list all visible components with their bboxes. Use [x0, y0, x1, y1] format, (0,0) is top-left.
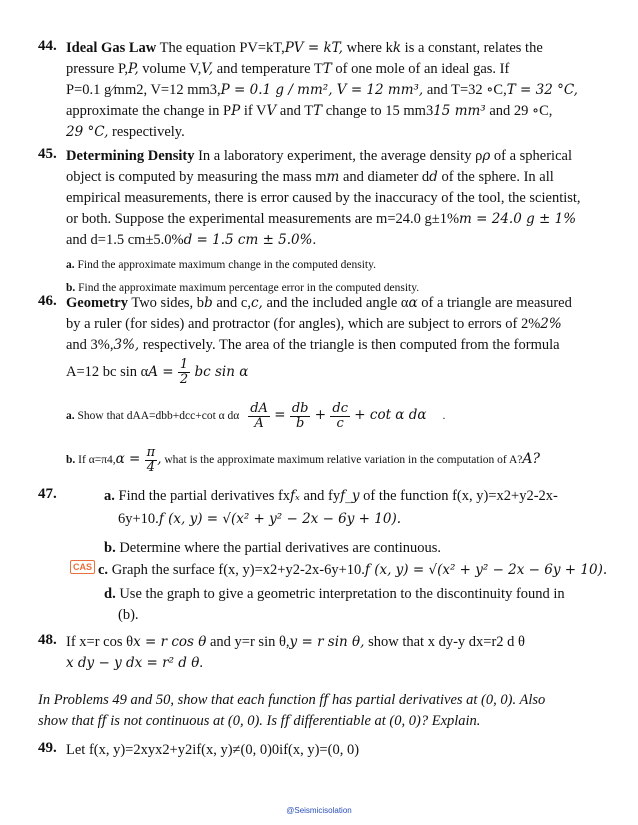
math: T [322, 61, 332, 77]
problem-48 [66, 632, 611, 674]
math: P = 0.1 g / mm², V = 12 mm³, [220, 82, 424, 98]
text: A=12 bc sin α [66, 363, 149, 380]
p46-part-b [66, 446, 626, 475]
text: and 29 ∘C, [485, 103, 553, 119]
math: 3%, [113, 337, 140, 353]
text: . [199, 655, 203, 671]
text: show that x dy-y dx=r2 d θ [364, 634, 525, 650]
math: y = r sin θ, [289, 634, 365, 650]
fraction [145, 446, 158, 475]
text: change to 15 mm3 [322, 103, 434, 119]
text: Find the approximate maximum change in the computed density. [74, 259, 377, 271]
numerator: dA [250, 401, 268, 416]
denominator: 4 [146, 460, 156, 475]
math: V, [201, 61, 214, 77]
text: and c, [212, 295, 251, 311]
part-label: b. [66, 454, 76, 467]
problem-46 [66, 293, 611, 356]
text: Use the graph to give a geometric interpretation to the discontinuity found in [115, 586, 565, 602]
p47-part-a-line-1 [104, 486, 614, 507]
text: of the sphere. In all [437, 169, 554, 185]
text: respectively. The area of the triangle is then computed from the formula [139, 337, 560, 353]
p46-line-2 [66, 314, 611, 335]
p45-part-a [66, 257, 611, 273]
p45-line-1 [66, 146, 611, 167]
text: P=0.1 g⁄mm2, V=12 mm3, [66, 82, 221, 98]
text: volume V, [138, 61, 202, 77]
math: , [157, 451, 162, 468]
p46-a-formula: $\frac{dA}{A}$ = $\frac{db}{b}$ + $\frac{dc}{c}$ + cot α dα [250, 401, 427, 431]
fraction [178, 358, 190, 387]
text: Find the partial derivatives fx [114, 488, 291, 504]
fraction [290, 402, 311, 431]
math: f [101, 713, 107, 729]
math: f [284, 713, 290, 729]
text: what is the approximate maximum relative variation in the computation of A? [161, 454, 523, 467]
math: P [231, 103, 241, 119]
math: d = 1.5 cm ± 5.0% [183, 232, 313, 248]
text: or both. Suppose the experimental measurements are m=24.0 g±1% [66, 211, 460, 227]
text: of the function f(x, y)=x2+y2-2x- [359, 488, 558, 504]
text: of one mole of an ideal gas. If [331, 61, 510, 77]
problem-46-number: 46. [38, 293, 57, 309]
denominator: 2 [179, 372, 189, 387]
math: m = 24.0 g ± 1% [459, 211, 577, 227]
math: T = 32 °C, [506, 82, 578, 98]
text: . [442, 410, 446, 423]
text: Graph the surface f(x, y)=x2+y2-2x-6y+10. [108, 562, 365, 578]
numerator: 1 [179, 357, 189, 372]
numerator: db [291, 401, 309, 416]
math: bc sin α [190, 363, 249, 380]
text: The equation PV=kT, [156, 40, 285, 56]
part-label: b. [66, 282, 76, 294]
text: and temperature T [213, 61, 323, 77]
p45-line-5 [66, 230, 611, 251]
text: if V [240, 103, 267, 119]
p46-formula-line [66, 358, 248, 387]
text: and 3%, [66, 337, 114, 353]
text: If x=r cos θ [66, 634, 134, 650]
p44-line-4 [66, 101, 611, 122]
math: + cot α dα [350, 407, 427, 424]
problems-49-50-intro [38, 690, 618, 732]
problem-45-number: 45. [38, 146, 57, 162]
problem-49: Let f(x, y)=2xyx2+y2if(x, y)≠(0, 0)0if(x, y)=(0, 0) [66, 742, 360, 758]
math: V [266, 103, 277, 119]
numerator: dc [332, 401, 348, 416]
text: of a triangle are measured [417, 295, 572, 311]
problem-49-number: 49. [38, 740, 57, 756]
math: f (x, y) = √(x² + y² − 2x − 6y + 10). [158, 511, 402, 527]
p45-title: Determining Density [66, 148, 195, 164]
p45-line-3: empirical measurements, there is error caused by the inaccuracy of the tool, the scientist, [66, 190, 581, 206]
p47-part-d-line-1 [104, 584, 614, 605]
text: is not continuous at (0, 0). Is f [106, 713, 285, 729]
text: of a spherical [490, 148, 572, 164]
math: 15 mm³ [433, 103, 486, 119]
text: and the included angle α [262, 295, 409, 311]
p48-line-2 [66, 653, 611, 674]
p47-part-d-line-2: (b). [118, 607, 139, 623]
text: pressure P, [66, 61, 129, 77]
problem-44-number: 44. [38, 38, 57, 54]
p44-line-2 [66, 59, 611, 80]
text: and diameter d [339, 169, 430, 185]
math: P, [128, 61, 139, 77]
p47-part-a-line-2 [104, 509, 614, 530]
problem-45 [66, 146, 611, 296]
p47-part-c [98, 560, 618, 581]
math: ρ [482, 148, 491, 164]
text: In a laboratory experiment, the average density ρ [194, 148, 483, 164]
text: and d=1.5 cm±5.0% [66, 232, 184, 248]
text: 6y+10. [118, 511, 159, 527]
problem-47 [104, 486, 614, 559]
math: 29 °C, [66, 124, 109, 140]
text: In Problems 49 and 50, show that each function f [38, 692, 324, 708]
text: has partial derivatives at (0, 0). Also [328, 692, 546, 708]
text: and y=r sin θ, [206, 634, 290, 650]
p44-line-1 [66, 38, 611, 59]
part-label: b. [104, 540, 116, 556]
numerator: π [146, 445, 156, 460]
math: T [313, 103, 323, 119]
math: x = r cos θ [133, 634, 207, 650]
math: α [408, 295, 418, 311]
math: f [323, 692, 329, 708]
part-label: a. [66, 410, 75, 423]
math: fₓ [290, 488, 300, 504]
part-label: d. [104, 586, 116, 602]
math: x dy − y dx = r² d θ [66, 655, 200, 671]
p44-title: Ideal Gas Law [66, 40, 157, 56]
p45-line-4 [66, 209, 611, 230]
fraction [248, 402, 270, 431]
math: b [204, 295, 213, 311]
p44-line-5 [66, 122, 611, 143]
part-label: c. [98, 562, 109, 578]
intro-line-2 [38, 711, 618, 732]
p46-line-3 [66, 335, 611, 356]
text: respectively. [108, 124, 185, 140]
math: f (x, y) = √(x² + y² − 2x − 6y + 10). [364, 562, 608, 578]
text: is a constant, relates the [401, 40, 543, 56]
text: . [312, 232, 317, 248]
problem-48-number: 48. [38, 632, 57, 648]
denominator: c [336, 416, 344, 431]
p46-title: Geometry [66, 295, 128, 311]
cas-badge [70, 557, 95, 575]
p46-line-1 [66, 293, 611, 314]
p45-line-2 [66, 167, 611, 188]
text: by a ruler (for sides) and protractor (for angles), which are subject to errors of 2% [66, 316, 541, 332]
text: If α=π4, [75, 454, 116, 467]
denominator: b [295, 416, 305, 431]
p44-line-3 [66, 80, 611, 101]
problem-44 [66, 38, 611, 143]
text: and T [276, 103, 314, 119]
math: d [429, 169, 438, 185]
math: f_y [340, 488, 360, 504]
footer-watermark: @Seismicisolation [286, 806, 352, 815]
text: Two sides, b [128, 295, 205, 311]
text: and T=32 ∘C, [423, 82, 507, 98]
math: α = [115, 451, 145, 468]
text: and fy [299, 488, 341, 504]
math: PV = kT, [284, 40, 343, 56]
denominator: A [254, 416, 264, 431]
math: 2% [540, 316, 562, 332]
text: object is computed by measuring the mass m [66, 169, 327, 185]
text: show that f [38, 713, 102, 729]
fraction [330, 402, 350, 431]
part-label: a. [66, 259, 75, 271]
problem-47-number: 47. [38, 486, 57, 502]
math: A = [148, 363, 178, 380]
p46-part-a [66, 402, 611, 431]
text: Determine where the partial derivatives are continuous. [115, 540, 442, 556]
part-label: a. [104, 488, 115, 504]
text: Find the approximate maximum percentage error in the computed density. [75, 282, 420, 294]
intro-line-1 [38, 690, 618, 711]
text: differentiable at (0, 0)? Explain. [289, 713, 481, 729]
math: c, [250, 295, 263, 311]
math: k [392, 40, 402, 56]
text: approximate the change in P [66, 103, 232, 119]
math: A? [522, 451, 540, 468]
text: where k [342, 40, 393, 56]
text: Show that dAA=dbb+dcc+cot α dα [74, 410, 240, 423]
cas-icon: CAS [70, 560, 95, 574]
math: m [326, 169, 340, 185]
p48-line-1 [66, 632, 611, 653]
p47-part-b [104, 538, 614, 559]
p47-part-d [104, 584, 614, 626]
